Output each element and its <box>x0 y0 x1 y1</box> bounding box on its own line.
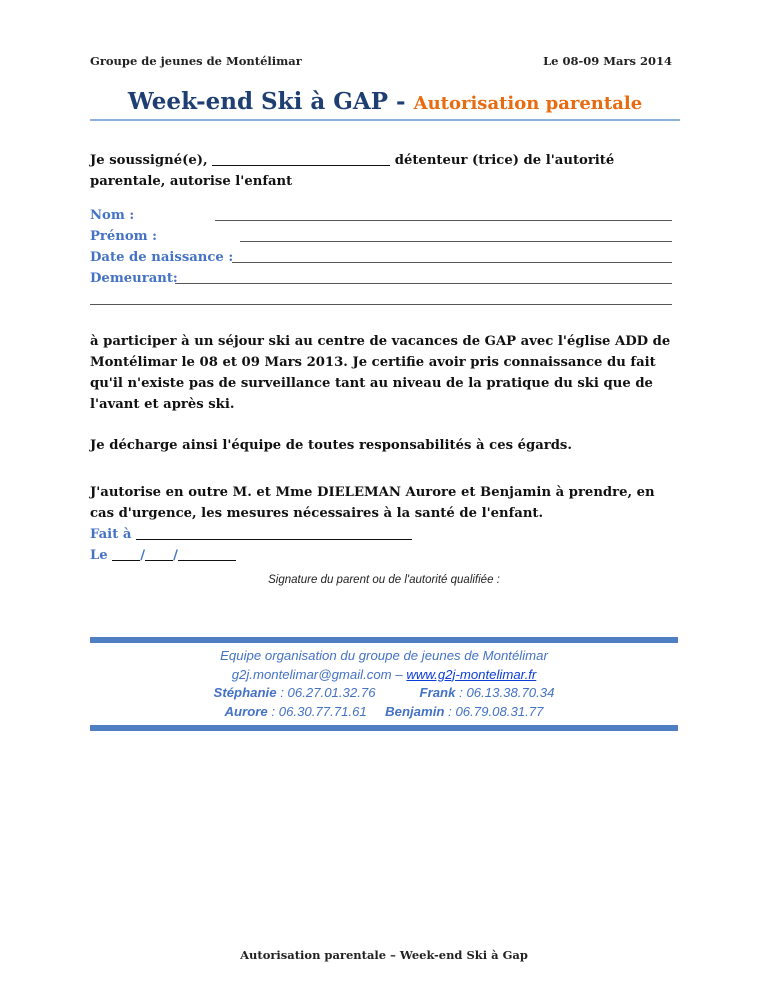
page-footer: Autorisation parentale – Week-end Ski à Gap <box>240 948 528 962</box>
contact-phones-row2 <box>90 703 678 722</box>
signature-label: Signature du parent ou de l'autorité qualifiée : <box>268 574 500 586</box>
field-demeurant-label: Demeurant: <box>90 271 178 286</box>
name-blank-line <box>212 164 390 166</box>
field-date-naissance <box>90 247 680 268</box>
field-date-line <box>232 262 672 263</box>
header-organization: Groupe de jeunes de Montélimar <box>90 54 302 68</box>
field-nom <box>90 205 680 226</box>
intro-part1: Je soussigné(e), <box>90 153 213 168</box>
contact-aurore-phone: : 06.30.77.71.61 <box>267 703 367 719</box>
paragraph-participation: à participer à un séjour ski au centre de vacances de GAP avec l'église ADD de Montélimar le 08 et 09 Mars 2013. Je certifie avoir pris connaissance du fait qu'il n'existe pas de surveillance tant au niveau de la pratique du ski que de l'avant et après ski. <box>90 334 671 412</box>
header-date: Le 08-09 Mars 2014 <box>543 54 672 68</box>
le-row: Le / / <box>90 545 680 566</box>
contact-content <box>90 647 678 721</box>
field-prenom <box>90 226 680 247</box>
contact-links <box>90 666 678 685</box>
contact-stephanie-name: Stéphanie <box>213 685 277 700</box>
field-nom-label: Nom : <box>90 208 135 223</box>
field-address-extra-line <box>90 304 672 305</box>
date-month-line <box>145 559 173 561</box>
contact-aurore-name: Aurore <box>224 703 268 719</box>
fait-a-label: Fait à <box>90 527 137 542</box>
contact-benjamin-name: Benjamin <box>385 703 445 719</box>
child-fields <box>90 205 680 310</box>
field-demeurant-line <box>175 283 672 284</box>
contact-stephanie-phone: : 06.27.01.32.76 <box>276 685 376 700</box>
field-prenom-label: Prénom : <box>90 229 158 244</box>
contact-frank-name: Frank <box>419 685 456 700</box>
le-label: Le <box>90 548 113 563</box>
field-address-extra <box>90 289 680 310</box>
page-title <box>90 88 680 121</box>
contact-benjamin-phone: : 06.79.08.31.77 <box>444 703 544 719</box>
paragraph-urgence: J'autorise en outre M. et Mme DIELEMAN Aurore et Benjamin à prendre, en cas d'urgence, les mesures nécessaires à la santé de l'enfant. <box>90 485 655 521</box>
contact-website-link[interactable]: www.g2j-montelimar.fr <box>406 666 537 682</box>
field-nom-line <box>215 220 672 221</box>
fait-a-row <box>90 524 680 545</box>
title-main: Week-end Ski à GAP - <box>127 88 414 115</box>
contact-team: Equipe organisation du groupe de jeunes de Montélimar <box>220 648 548 663</box>
place-date-fields <box>90 524 680 566</box>
date-year-line <box>178 559 236 561</box>
field-demeurant <box>90 268 680 289</box>
intro-text <box>90 150 680 192</box>
field-prenom-line <box>240 241 672 242</box>
fait-a-line <box>136 538 412 540</box>
contact-frank-phone: : 06.13.38.70.34 <box>455 685 555 700</box>
contact-box <box>90 637 678 731</box>
intro-part2: détenteur (trice) de l'autorité <box>390 153 615 168</box>
paragraph-decharge: Je décharge ainsi l'équipe de toutes responsabilités à ces égards. <box>90 438 572 453</box>
contact-email[interactable]: g2j.montelimar@gmail.com <box>231 666 392 682</box>
date-day-line <box>112 559 140 561</box>
field-date-label: Date de naissance : <box>90 250 234 265</box>
intro-line2: parentale, autorise l'enfant <box>90 174 293 189</box>
contact-phones-row1 <box>90 684 678 703</box>
contact-dash: – <box>391 666 407 682</box>
title-subtitle: Autorisation parentale <box>413 93 643 114</box>
